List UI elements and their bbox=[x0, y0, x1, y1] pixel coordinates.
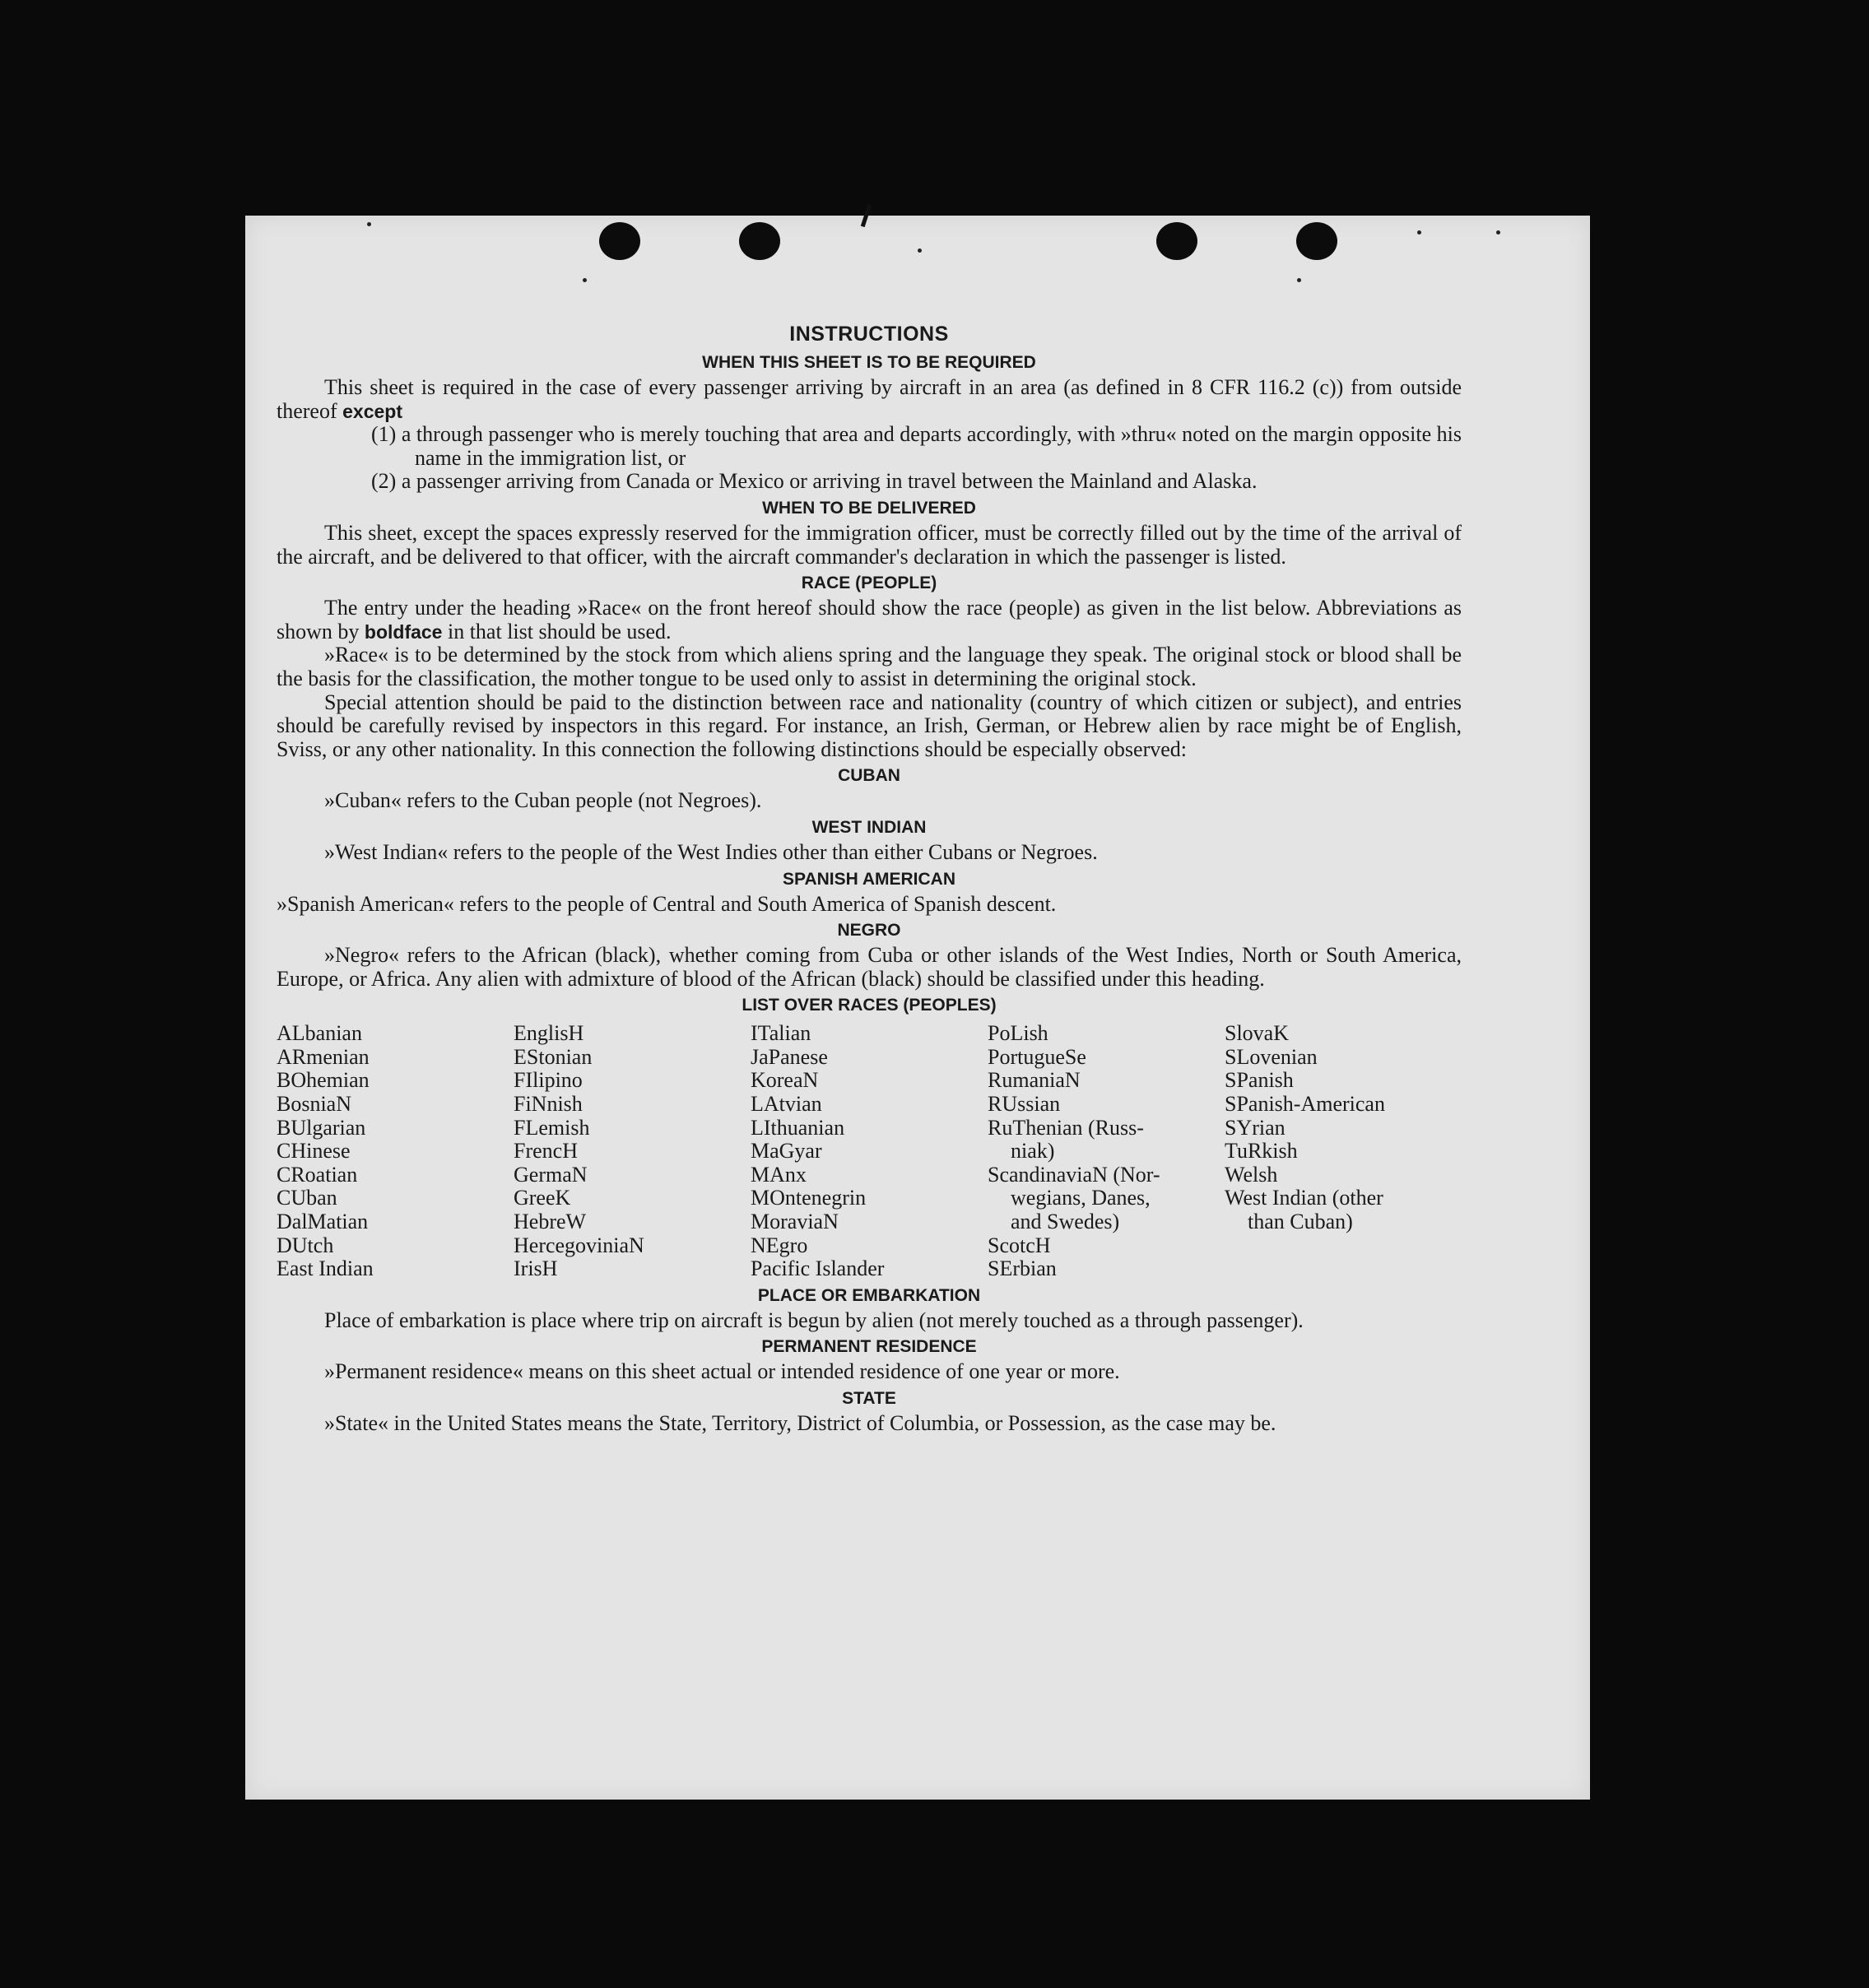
race-item: SPanish bbox=[1225, 1068, 1294, 1093]
race-item: FrencH bbox=[514, 1139, 578, 1164]
race-item: RuThenian (Russ- bbox=[988, 1115, 1144, 1140]
speck bbox=[367, 222, 371, 226]
race-item: PoLish bbox=[988, 1021, 1048, 1046]
race-item: SErbian bbox=[988, 1256, 1057, 1281]
race-item: West Indian (other bbox=[1225, 1186, 1383, 1210]
speck bbox=[1297, 278, 1301, 282]
race-item-continuation: than Cuban) bbox=[1248, 1210, 1353, 1234]
race-item: GermaN bbox=[514, 1162, 588, 1187]
race-column-1 bbox=[277, 1022, 514, 1281]
pen-mark bbox=[861, 204, 872, 227]
paragraph-west-indian: »West Indian« refers to the people of the West Indies other than either Cubans or Negroes. bbox=[324, 839, 1098, 864]
race-item: SlovaK bbox=[1225, 1021, 1289, 1046]
race-item: SYrian bbox=[1225, 1115, 1286, 1140]
speck bbox=[1417, 230, 1421, 235]
speck bbox=[583, 278, 587, 282]
race-item: EStonian bbox=[514, 1044, 593, 1069]
race-item: EnglisH bbox=[514, 1021, 584, 1046]
document-sheet bbox=[245, 216, 1590, 1800]
punch-hole bbox=[739, 222, 780, 260]
race-item: LAtvian bbox=[751, 1092, 822, 1117]
race-item: Welsh bbox=[1225, 1162, 1278, 1187]
race-item: FIlipino bbox=[514, 1068, 583, 1093]
race-item: FiNnish bbox=[514, 1092, 583, 1117]
page-title: INSTRUCTIONS bbox=[789, 323, 949, 346]
heading-cuban: CUBAN bbox=[838, 766, 900, 786]
race-item: HebreW bbox=[514, 1210, 587, 1234]
race-entry-text-end: in that list should be used. bbox=[442, 619, 672, 643]
exception-item-1: (1) a through passenger who is merely touching that area and departs accordingly, with »thru« noted on the margin opposite his name in the immigration list, or bbox=[371, 422, 1462, 470]
race-item: MAnx bbox=[751, 1162, 807, 1187]
race-item: IrisH bbox=[514, 1256, 558, 1281]
race-column-5 bbox=[1225, 1022, 1462, 1281]
race-item: NEgro bbox=[751, 1233, 808, 1257]
race-item: TuRkish bbox=[1225, 1139, 1298, 1164]
race-item: LIthuanian bbox=[751, 1115, 845, 1140]
race-item-continuation: and Swedes) bbox=[1011, 1210, 1120, 1234]
heading-when-delivered: WHEN TO BE DELIVERED bbox=[762, 498, 976, 518]
paragraph-delivery: This sheet, except the spaces expressly reserved for the immigration officer, must be correctly filled out by the time of the arrival of the aircraft, and be delivered to that officer, with the aircraft commander's declaration in which the passenger is listed. bbox=[277, 520, 1462, 569]
race-item: JaPanese bbox=[751, 1044, 828, 1069]
race-item: HercegoviniaN bbox=[514, 1233, 644, 1257]
heading-permanent-residence: PERMANENT RESIDENCE bbox=[761, 1337, 977, 1357]
punch-hole bbox=[1296, 222, 1337, 260]
paragraph-embarkation: Place of embarkation is place where trip on aircraft is begun by alien (not merely touched as a through passenger). bbox=[324, 1308, 1304, 1332]
heading-race: RACE (PEOPLE) bbox=[801, 574, 937, 593]
race-item-continuation: niak) bbox=[1011, 1139, 1055, 1164]
race-list bbox=[277, 1022, 1462, 1281]
race-item: ALbanian bbox=[277, 1021, 362, 1046]
race-item: SLovenian bbox=[1225, 1044, 1318, 1069]
heading-west-indian: WEST INDIAN bbox=[811, 817, 927, 837]
exception-item-2: (2) a passenger arriving from Canada or Mexico or arriving in travel between the Mainland and Alaska. bbox=[371, 469, 1258, 494]
race-item: MaGyar bbox=[751, 1139, 822, 1164]
race-item: MoraviaN bbox=[751, 1210, 839, 1234]
race-item: ScotcH bbox=[988, 1233, 1051, 1257]
race-item: MOntenegrin bbox=[751, 1186, 867, 1210]
race-item: ARmenian bbox=[277, 1044, 370, 1069]
race-item-continuation: wegians, Danes, bbox=[1011, 1186, 1151, 1210]
race-item: Pacific Islander bbox=[751, 1256, 885, 1281]
heading-state: STATE bbox=[842, 1389, 896, 1408]
heading-negro: NEGRO bbox=[837, 921, 901, 941]
race-item: RUssian bbox=[988, 1092, 1061, 1117]
punch-hole bbox=[1156, 222, 1197, 260]
race-item: CRoatian bbox=[277, 1162, 358, 1187]
heading-spanish-american: SPANISH AMERICAN bbox=[782, 869, 955, 889]
race-item: PortugueSe bbox=[988, 1044, 1086, 1069]
race-item: BUlgarian bbox=[277, 1115, 366, 1140]
paragraph-state: »State« in the United States means the State, Territory, District of Columbia, or Possession, as the case may be. bbox=[324, 1411, 1276, 1435]
race-column-2 bbox=[514, 1022, 751, 1281]
race-item: DUtch bbox=[277, 1233, 334, 1257]
race-item: East Indian bbox=[277, 1256, 374, 1281]
paragraph-cuban: »Cuban« refers to the Cuban people (not Negroes). bbox=[324, 788, 762, 813]
race-item: CHinese bbox=[277, 1139, 351, 1164]
paragraph-permanent-residence: »Permanent residence« means on this sheet actual or intended residence of one year or more. bbox=[324, 1359, 1120, 1384]
except-keyword: except bbox=[342, 400, 402, 422]
race-item: ScandinaviaN (Nor- bbox=[988, 1162, 1160, 1187]
race-item: KoreaN bbox=[751, 1068, 819, 1093]
race-item: FLemish bbox=[514, 1115, 590, 1140]
paragraph-race-entry bbox=[277, 597, 1462, 643]
instructions-content bbox=[277, 323, 1462, 1436]
race-column-3 bbox=[751, 1022, 988, 1281]
paragraph-negro: »Negro« refers to the African (black), whether coming from Cuba or other islands of the West Indies, North or South America, Europe, or Africa. Any alien with admixture of blood of the African (black) should be classified under this heading. bbox=[277, 943, 1462, 991]
punch-hole bbox=[599, 222, 640, 260]
race-item: BosniaN bbox=[277, 1092, 351, 1117]
race-item: DalMatian bbox=[277, 1210, 369, 1234]
speck bbox=[918, 248, 922, 253]
paragraph-race-definition: »Race« is to be determined by the stock from which aliens spring and the language they speak. The original stock or blood shall be the basis for the classification, the mother tongue to be used only to assist in determining the original stock. bbox=[277, 643, 1462, 690]
heading-when-required: WHEN THIS SHEET IS TO BE REQUIRED bbox=[702, 353, 1036, 372]
race-item: BOhemian bbox=[277, 1068, 370, 1093]
paragraph-requirement bbox=[277, 376, 1462, 423]
race-item: ITalian bbox=[751, 1021, 811, 1046]
race-column-4 bbox=[988, 1022, 1225, 1281]
race-entry-text: The entry under the heading »Race« on the front hereof should show the race (people) as given in the list below. Abbreviations as shown by bbox=[277, 596, 1462, 643]
requirement-text: This sheet is required in the case of every passenger arriving by aircraft in an area (as defined in 8 CFR 116.2 (c)) from outside thereof bbox=[277, 375, 1462, 423]
boldface-keyword: boldface bbox=[364, 620, 443, 643]
race-item: GreeK bbox=[514, 1186, 571, 1210]
paragraph-race-nationality: Special attention should be paid to the distinction between race and nationality (country of which citizen or subject), and entries should be carefully revised by inspectors in this regard. For instance, an Irish, German, or Hebrew alien by race might be of English, Sviss, or any other nationality. In this connection the following distinctions should be especially observed: bbox=[277, 690, 1462, 761]
paragraph-spanish-american: »Spanish American« refers to the people of Central and South America of Spanish descent. bbox=[277, 891, 1057, 916]
speck bbox=[1496, 230, 1500, 235]
heading-race-list: LIST OVER RACES (PEOPLES) bbox=[742, 996, 997, 1015]
race-item: SPanish-American bbox=[1225, 1092, 1385, 1117]
race-item: CUban bbox=[277, 1186, 337, 1210]
race-item: RumaniaN bbox=[988, 1068, 1081, 1093]
heading-embarkation: PLACE OR EMBARKATION bbox=[757, 1285, 981, 1305]
